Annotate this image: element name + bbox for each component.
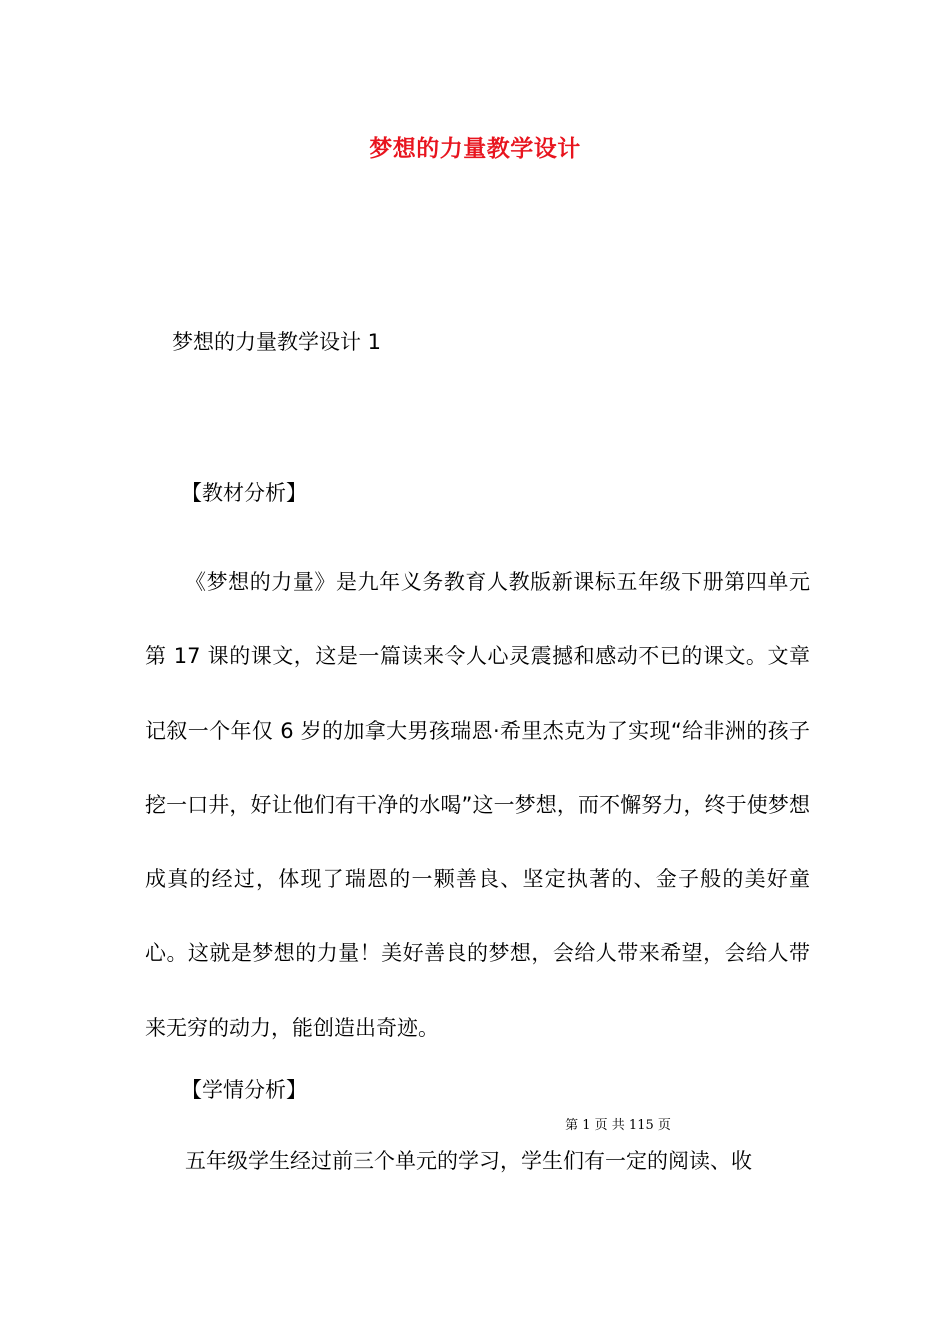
textbook-analysis-paragraph: 《梦想的力量》是九年义务教育人教版新课标五年级下册第四单元第 17 课的课文，这是一篇读来令人心灵震撼和感动不已的课文。文章记叙一个年仅 6 岁的加拿大男孩瑞恩·希里杰克为了实现“给非洲的孩子挖一口井，好让他们有干净的水喝”这一梦想，而不懈努力，终于使梦想成真的经过，体现了瑞恩的一颗善良、坚定执著的、金子般的美好童心。这就是梦想的力量！美好善良的梦想，会给人带来希望，会给人带来无穷的动力，能创造出奇迹。 bbox=[145, 570, 810, 1040]
page-indicator: 第 1 页 共 115 页 bbox=[565, 1118, 671, 1133]
student-analysis-paragraph: 五年级学生经过前三个单元的学习，学生们有一定的阅读、收 bbox=[185, 1149, 752, 1173]
document-title: 梦想的力量教学设计 bbox=[369, 136, 581, 162]
textbook-analysis-label: 【教材分析】 bbox=[181, 481, 307, 505]
section-heading: 梦想的力量教学设计 1 bbox=[172, 330, 382, 354]
student-analysis-label: 【学情分析】 bbox=[181, 1078, 307, 1102]
